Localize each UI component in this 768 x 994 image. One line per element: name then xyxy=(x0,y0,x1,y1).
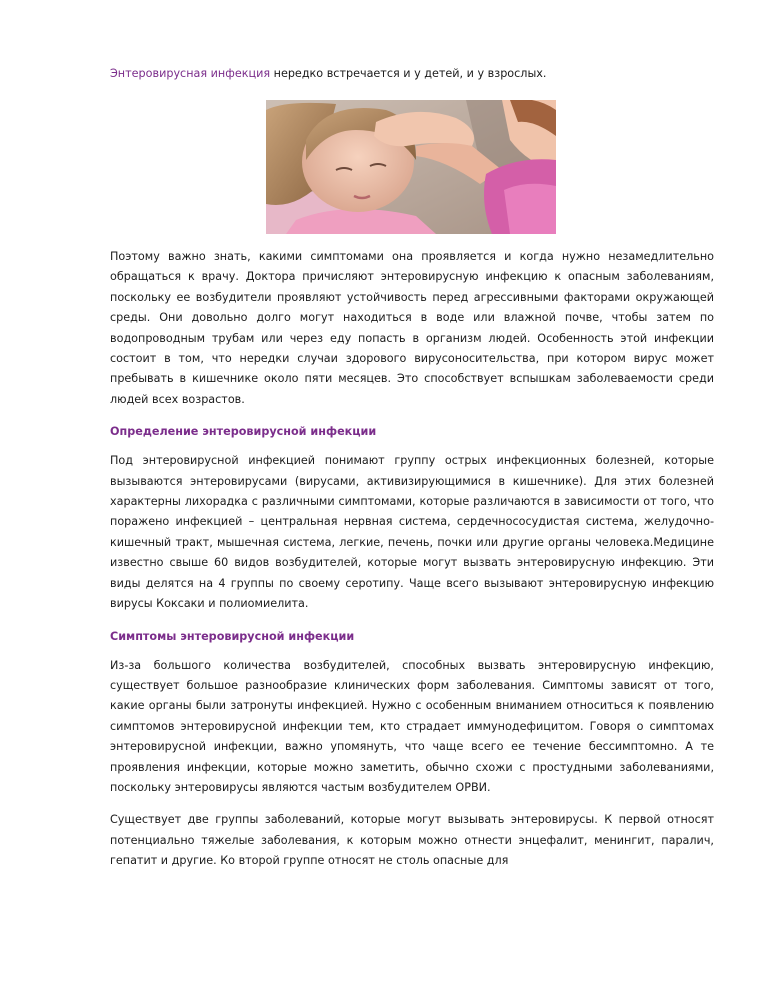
heading-definition: Определение энтеровирусной инфекции xyxy=(110,425,377,439)
paragraph-4: Существует две группы заболеваний, которые могут вызывать энтеровирусы. К первой относят потенциально тяжелые заболевания, к которым можно отнести энцефалит, менингит, паралич, гепатит и другие. Ко второй группе относят не столь опасные для xyxy=(110,813,714,868)
article-photo xyxy=(266,100,556,234)
article-body xyxy=(110,64,714,872)
intro-text: нередко встречается и у детей, и у взрослых. xyxy=(270,67,547,80)
heading-symptoms: Симптомы энтеровирусной инфекции xyxy=(110,629,355,643)
paragraph-2: Под энтеровирусной инфекцией понимают группу острых инфекционных болезней, которые вызываются энтеровирусами (вирусами, активизирующимися в кишечнике). Для этих болезней характерны лихорадка с различными симптомами, которые различаются в зависимости от того, что поражено инфекцией – центральная нервная система, сердечнососудистая система, желудочно-кишечный тракт, мышечная система, легкие, печень, почки или другие органы человека.Медицине известно свыше 60 видов возбудителей, которые могут вызвать энтеровирусную инфекцию. Эти виды делятся на 4 группы по своему серотипу. Чаще всего вызывают энтеровирусную инфекцию вирусы Коксаки и полиомиелита. xyxy=(110,454,714,611)
intro-link[interactable]: Энтеровирусная инфекция xyxy=(110,67,271,80)
paragraph-1: Поэтому важно знать, какими симптомами она проявляется и когда нужно незамедлительно обращаться к врачу. Доктора причисляют энтеровирусную инфекцию к опасным заболеваниям, поскольку ее возбудители проявляют устойчивость перед агрессивными факторами окружающей среды. Они довольно долго могут находиться в воде или влажной почве, чтобы затем по водопроводным трубам или через еду попасть в организм людей. Особенность этой инфекции состоит в том, что нередки случаи здорового вирусоносительства, при котором вирус может пребывать в кишечнике около пяти месяцев. Это способствует вспышкам заболеваемости среди людей всех возрастов. xyxy=(110,250,714,406)
intro-line xyxy=(110,64,714,84)
paragraph-3: Из-за большого количества возбудителей, способных вызвать энтеровирусную инфекцию, существует большое разнообразие клинических форм заболевания. Симптомы зависят от того, какие органы были затронуты инфекцией. Нужно с особенным вниманием относиться к появлению симптомов энтеровирусной инфекции тем, кто страдает иммунодефицитом. Говоря о симптомах энтеровирусной инфекции, важно упомянуть, что чаще всего ее течение бессимптомно. А те проявления инфекции, которые можно заметить, обычно схожи с простудными заболеваниями, поскольку энтеровирусы являются частым возбудителем ОРВИ. xyxy=(110,658,714,794)
